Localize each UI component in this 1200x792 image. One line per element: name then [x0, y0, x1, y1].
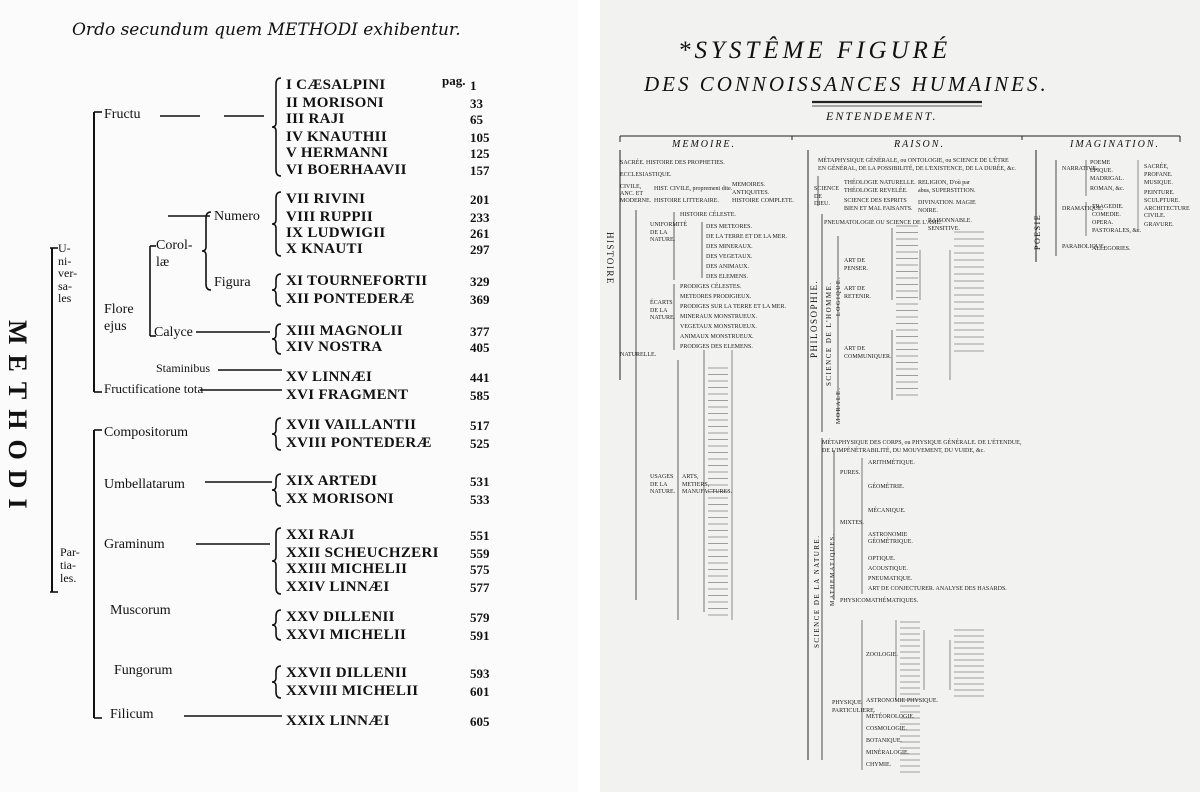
histoire-naturelle: NATURELLE.: [620, 352, 657, 358]
methodi-entry-name: XX MORISONI: [286, 491, 394, 507]
raisonnable: RAISONNABLE.: [928, 218, 972, 224]
methodi-entry-name: I CÆSALPINI: [286, 77, 386, 93]
methodi-entry-page: 233: [470, 210, 490, 225]
methodi-entry-page: 65: [470, 112, 483, 127]
metaphysique-corps: MÉTAPHYSIQUE DES CORPS, ou PHYSIQUE GÉNÉRALE. DE L'ÉTENDUE, DE L'IMPÉNÉTRABILITÉ, DU MOUVEMENT, DU VUIDE, &c.: [822, 440, 1022, 454]
prodiges-terre-mer: PRODIGES SUR LA TERRE ET LA MER.: [680, 304, 786, 310]
methodi-entry-page: 591: [470, 628, 490, 643]
mathematiques-mixtes: MIXTES.: [840, 520, 864, 526]
methodi-entry-name: XI TOURNEFORTII: [286, 273, 428, 289]
arts-metiers: ARTS, METIERS, MANUFACTURES.: [682, 474, 733, 495]
art-conjecturer: ART DE CONJECTURER. ANALYSE DES HASARDS.: [868, 586, 1007, 592]
methodi-entry-page: 517: [470, 418, 490, 433]
right-panel-systeme-figure: [600, 0, 1200, 792]
methodi-entry-name: XIV NOSTRA: [286, 339, 383, 355]
des-vegetaux: DES VEGETAUX.: [706, 254, 753, 260]
filicum-label: Filicum: [110, 707, 154, 722]
methodi-title: Ordo secundum quem METHODI exhibentur.: [72, 20, 461, 40]
methodi-entry-page: 261: [470, 226, 490, 241]
animaux-monstrueux: ANIMAUX MONSTRUEUX.: [680, 334, 754, 340]
methodi-entry-page: 559: [470, 546, 490, 561]
sculpture: SCULPTURE.: [1144, 198, 1180, 204]
methodi-entry-name: X KNAUTI: [286, 241, 363, 257]
histoire-sacree: SACRÉE. HISTOIRE DES PROPHETIES.: [620, 160, 725, 166]
mecanique: MÉCANIQUE.: [868, 508, 906, 514]
staminibus-label: Staminibus: [156, 361, 211, 375]
methodi-entry-page: 533: [470, 492, 490, 507]
methodi-entry-name: VI BOERHAAVII: [286, 162, 407, 178]
methodi-entry-name: XVIII PONTEDERÆ: [286, 435, 432, 451]
mathematiques-pures: PURES.: [840, 470, 861, 476]
methodi-entry-name: XXI RAJI: [286, 527, 355, 543]
universales-label: U- ni- ver- sa- les: [58, 241, 78, 306]
methodi-entry-page: 525: [470, 436, 490, 451]
curly-brace: [272, 610, 281, 640]
poesie-dramatique: DRAMATIQUE.: [1062, 206, 1104, 212]
methodi-entry-page: 405: [470, 340, 490, 355]
methodi-entry-page: 593: [470, 666, 490, 681]
methodi-vertical-label: METHODI: [3, 320, 32, 519]
geometrie: GÉOMÉTRIE.: [868, 484, 905, 490]
histoire-complete: HISTOIRE COMPLETE.: [732, 198, 794, 204]
methodi-entry-page: 577: [470, 580, 490, 595]
arithmetique: ARITHMÉTIQUE.: [868, 460, 915, 466]
curly-brace: [272, 418, 281, 450]
methodi-entry-page: 551: [470, 528, 490, 543]
pneumatologie: PNEUMATOLOGIE OU SCIENCE DE L'AME.: [824, 220, 942, 226]
science-nature-vertical: SCIENCE DE LA NATURE.: [813, 534, 821, 648]
des-mineraux: DES MINERAUX.: [706, 244, 753, 250]
histoire-civile: CIVILE, ANC. ET MODERNE.: [620, 184, 652, 205]
umbellatarum-label: Umbellatarum: [104, 477, 185, 492]
methodi-entry-page: 377: [470, 324, 490, 339]
systeme-title-line1: *SYSTÊME FIGURÉ: [678, 37, 952, 64]
allegories: ALLEGORIES.: [1092, 246, 1131, 252]
uniformite-nature: UNIFORMITÉ DE LA NATURE.: [650, 222, 687, 243]
methodi-entry-page: 605: [470, 714, 490, 729]
methodi-entry-page: 105: [470, 130, 490, 145]
sacree-profane: SACRÉE, PROFANE.: [1144, 164, 1173, 178]
poeme-epique: POEME EPIQUE.: [1090, 160, 1113, 174]
chymie: CHYMIE.: [866, 762, 892, 768]
methodi-entry-page: 441: [470, 370, 490, 385]
terre-mer: DE LA TERRE ET DE LA MER.: [706, 234, 787, 240]
des-elemens: DES ELEMENS.: [706, 274, 748, 280]
methodi-entry-name: XVII VAILLANTII: [286, 417, 417, 433]
histoire-celeste: HISTOIRE CÉLESTE.: [680, 212, 736, 218]
comedie: COMEDIE.: [1092, 212, 1121, 218]
mineraux-monstrueux: MINERAUX MONSTRUEUX.: [680, 314, 758, 320]
curly-brace: [272, 324, 281, 354]
peinture: PEINTURE.: [1144, 190, 1175, 196]
compositorum-label: Compositorum: [104, 425, 189, 440]
logique-vertical: LOGIQUE.: [836, 275, 842, 316]
ecarts-nature: ÉCARTS DE LA NATURE.: [650, 300, 676, 321]
methodi-entry-name: XXIII MICHELII: [286, 561, 408, 577]
methodi-entry-name: V HERMANNI: [286, 145, 389, 161]
prodiges-celestes: PRODIGES CÉLESTES.: [680, 284, 742, 290]
methodi-entry-page: 585: [470, 388, 490, 403]
methodi-entry-page: 157: [470, 163, 490, 178]
methodi-entry-name: XVI FRAGMENT: [286, 387, 409, 403]
methodi-entry-page: 1: [470, 78, 477, 93]
curly-brace: [272, 192, 281, 256]
astronomie-geometrique: ASTRONOMIE GÉOMÉTRIQUE.: [868, 532, 913, 546]
graminum-label: Graminum: [104, 537, 165, 552]
methodi-entry-name: XXVII DILLENII: [286, 665, 408, 681]
methodi-entry-name: XXV DILLENII: [286, 609, 395, 625]
physicomathematiques: PHYSICOMATHÉMATIQUES.: [840, 598, 919, 604]
methodi-entry-name: XIX ARTEDI: [286, 473, 378, 489]
metaphysique-generale: MÉTAPHYSIQUE GÉNÉRALE, ou ONTOLOGIE, ou SCIENCE DE L'ÊTRE EN GÉNÉRAL, DE LA POSSIBILITÉ, DE L'EXISTENCE, DE LA DURÉE, &c.: [818, 158, 1016, 172]
acoustique: ACOUSTIQUE.: [868, 566, 908, 572]
partiales-label: Par- tia- les.: [60, 545, 80, 586]
vegetaux-monstrueux: VEGETAUX MONSTRUEUX.: [680, 324, 757, 330]
pag-label: pag.: [442, 73, 466, 88]
prodiges-elemens: PRODIGES DES ELEMENS.: [680, 344, 753, 350]
histoire-civile-proprement: HIST. CIVILE, proprement dite.: [654, 186, 733, 192]
musique: MUSIQUE.: [1144, 180, 1173, 186]
numero-label: Numero: [214, 209, 260, 224]
pneumatique: PNEUMATIQUE.: [868, 576, 913, 582]
des-animaux: DES ANIMAUX.: [706, 264, 750, 270]
sensitive: SENSITIVE.: [928, 226, 960, 232]
figura-label: Figura: [214, 275, 251, 290]
muscorum-label: Muscorum: [110, 603, 171, 618]
fructu-label: Fructu: [104, 107, 141, 122]
methodi-entry-name: XIII MAGNOLII: [286, 323, 403, 339]
art-penser: ART DE PENSER.: [844, 258, 868, 272]
histoire-vertical: HISTOIRE: [605, 232, 615, 285]
methodi-entry-page: 33: [470, 96, 483, 111]
corollae-label: Corol- læ: [156, 238, 193, 270]
tragedie: TRAGEDIE.: [1092, 204, 1124, 210]
philosophie-vertical: PHILOSOPHIE.: [809, 279, 819, 358]
methodi-entry-name: IX LUDWIGII: [286, 225, 386, 241]
theologie-revelee: THÉOLOGIE REVELÉE.: [844, 188, 908, 194]
methodi-entry-page: 601: [470, 684, 490, 699]
methodi-entry-page: 369: [470, 292, 490, 307]
architecture-civile: ARCHITECTURE CIVILE.: [1144, 206, 1190, 220]
methodi-entry-page: 329: [470, 274, 490, 289]
mathematiques-vertical: MATHEMATIQUES.: [830, 532, 836, 606]
methodi-entry-name: IV KNAUTHII: [286, 129, 387, 145]
methodi-entry-page: 125: [470, 146, 490, 161]
art-retenir: ART DE RETENIR.: [844, 286, 871, 300]
flore-ejus-label: Flore ejus: [104, 302, 134, 334]
entendement-heading: ENTENDEMENT.: [826, 109, 938, 123]
religion: RELIGION, D'où par abus, SUPERSTITION.: [918, 180, 976, 194]
methodi-entry-page: 297: [470, 242, 490, 257]
memoires: MEMOIRES.: [732, 182, 766, 188]
curly-brace: [272, 474, 281, 506]
panel-divider: [578, 0, 600, 792]
morale-vertical: MORALE.: [836, 386, 842, 424]
imagination-heading: IMAGINATION.: [1070, 139, 1161, 150]
methodi-entry-page: 575: [470, 562, 490, 577]
art-communiquer: ART DE COMMUNIQUER.: [844, 346, 892, 360]
fungorum-label: Fungorum: [114, 663, 173, 678]
theologie-naturelle: THÉOLOGIE NATURELLE.: [844, 180, 916, 186]
methodi-entry-name: XXII SCHEUCHZERI: [286, 545, 439, 561]
methodi-entry-name: XII PONTEDERÆ: [286, 291, 415, 307]
histoire-ecclesiastique: ECCLESIASTIQUE.: [620, 172, 672, 178]
methodi-entry-name: II MORISONI: [286, 95, 384, 111]
calyce-label: Calyce: [154, 325, 193, 340]
methodi-entry-name: XXIV LINNÆI: [286, 579, 390, 595]
opera: OPERA.: [1092, 220, 1114, 226]
roman: ROMAN, &c.: [1090, 186, 1125, 192]
science-esprits: SCIENCE DES ESPRITS BIEN ET MAL FAISANTS.: [844, 198, 913, 212]
curly-brace: [272, 528, 281, 594]
curly-brace: [202, 212, 211, 290]
mineralogie: MINÉRALOGIE.: [866, 750, 910, 756]
left-panel-methodi-table: [0, 0, 578, 792]
madrigal: MADRIGAL.: [1090, 176, 1124, 182]
memoire-heading: MEMOIRE.: [672, 139, 737, 150]
divination: DIVINATION. MAGIE NOIRE.: [918, 200, 976, 214]
curly-brace: [272, 78, 281, 176]
cosmologie: COSMOLOGIE.: [866, 726, 907, 732]
methodi-entry-name: XXVIII MICHELII: [286, 683, 419, 699]
raison-heading: RAISON.: [894, 139, 945, 150]
methodi-entry-name: VII RIVINI: [286, 191, 366, 207]
usages-nature: USAGES DE LA NATURE.: [650, 474, 676, 495]
des-meteores: DES METEORES.: [706, 224, 753, 230]
poesie-vertical: POESIE: [1033, 213, 1042, 250]
methodi-entry-name: III RAJI: [286, 111, 345, 127]
curly-brace: [272, 274, 281, 306]
methodi-entry-name: XXIX LINNÆI: [286, 713, 390, 729]
meteorologie: MÉTÉOROLOGIE.: [866, 714, 915, 720]
methodi-entry-name: VIII RUPPII: [286, 209, 374, 225]
physique-particuliere: PHYSIQUE PARTICULIERE.: [832, 700, 876, 714]
poesie-parabolique: PARABOLIQUE.: [1062, 244, 1106, 250]
methodi-entry-page: 201: [470, 192, 490, 207]
poesie-narrative: NARRATIVE.: [1062, 166, 1098, 172]
meteores-prodigieux: METEORES PRODIGIEUX.: [680, 294, 752, 300]
astronomie-physique: ASTRONOMIE PHYSIQUE.: [866, 698, 939, 704]
methodi-entry-page: 579: [470, 610, 490, 625]
pastorales: PASTORALES, &c.: [1092, 228, 1142, 234]
methodi-entry-page: 531: [470, 474, 490, 489]
methodi-entry-name: XV LINNÆI: [286, 369, 373, 385]
zoologie: ZOOLOGIE.: [866, 652, 898, 658]
curly-brace: [272, 666, 281, 698]
methodi-entry-name: XXVI MICHELII: [286, 627, 407, 643]
antiquites: ANTIQUITES.: [732, 190, 770, 196]
science-homme-vertical: SCIENCE DE L'HOMME.: [825, 281, 833, 386]
fructificatione-label: Fructificatione tota: [104, 381, 204, 396]
systeme-title-line2: DES CONNOISSANCES HUMAINES.: [644, 72, 1049, 96]
optique: OPTIQUE.: [868, 556, 896, 562]
histoire-litteraire: HISTOIRE LITTERAIRE.: [654, 198, 719, 204]
botanique: BOTANIQUE.: [866, 738, 903, 744]
science-dieu: SCIENCE DE DIEU.: [814, 186, 840, 207]
gravure: GRAVURE.: [1144, 222, 1174, 228]
